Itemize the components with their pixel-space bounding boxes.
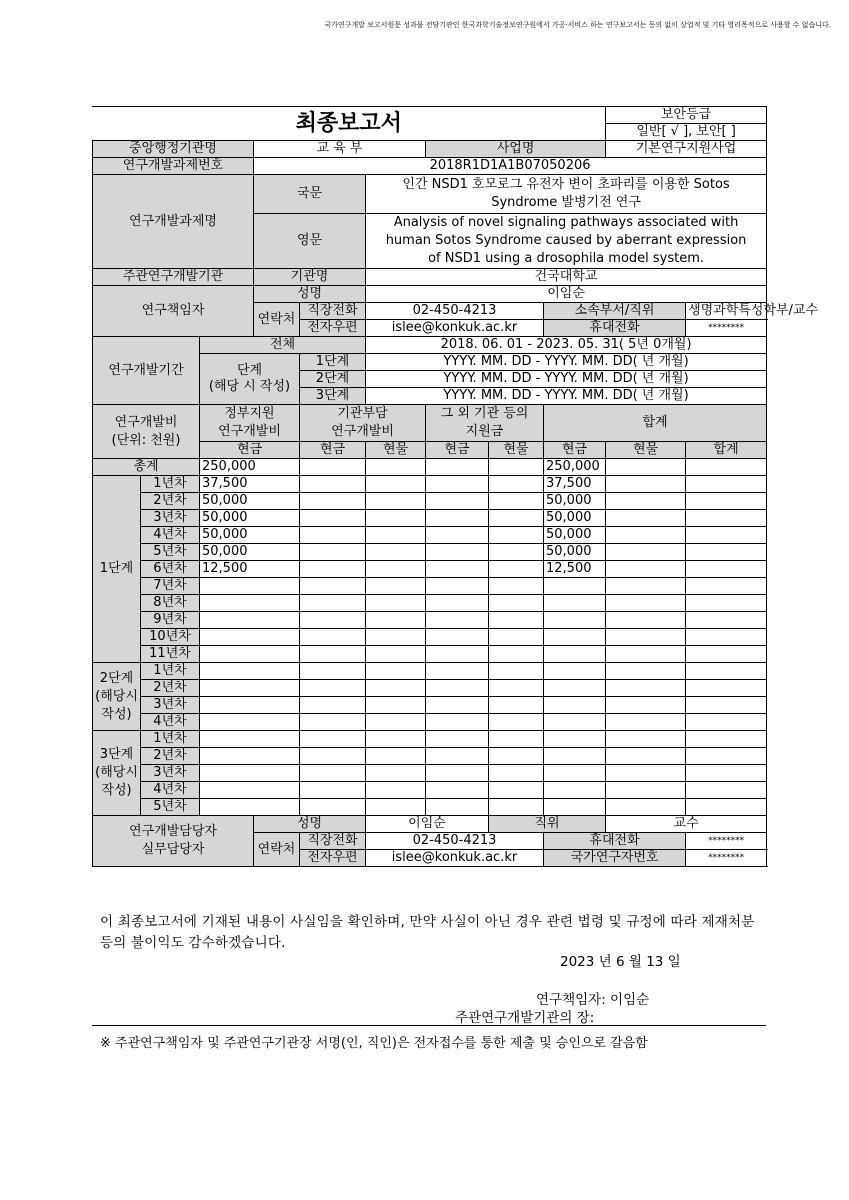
- budget-year-label: 2년차: [141, 748, 200, 765]
- budget-gov-cash-value: [200, 595, 300, 612]
- budget-cell: [426, 714, 489, 731]
- budget-cell: [686, 629, 767, 646]
- budget-cell: [606, 680, 686, 697]
- budget-cell: [426, 527, 489, 544]
- budget-cell: [686, 561, 767, 578]
- budget-cell: [544, 765, 606, 782]
- budget-cell: [606, 612, 686, 629]
- budget-cell: [544, 663, 606, 680]
- budget-cell: [300, 646, 366, 663]
- budget-sum-kind: 현물: [606, 442, 686, 459]
- budget-cell: [489, 493, 544, 510]
- budget-sum-cash-value: 37,500: [544, 476, 606, 493]
- budget-cell: [200, 680, 300, 697]
- budget-cell: [489, 765, 544, 782]
- budget-cell: [686, 510, 767, 527]
- budget-cell: [606, 731, 686, 748]
- budget-cell: [366, 731, 426, 748]
- budget-cell: [300, 527, 366, 544]
- institution-label: 주관연구개발기관: [93, 269, 254, 286]
- pi-label: 연구책임자: [93, 286, 254, 337]
- budget-cell: [366, 578, 426, 595]
- budget-cell: [686, 646, 767, 663]
- staff-position: 교수: [606, 816, 767, 833]
- budget-cell: [489, 629, 544, 646]
- agency-label: 중앙행정기관명: [93, 141, 254, 158]
- institution-head-signature: 주관연구개발기관의 장:: [455, 1010, 595, 1026]
- budget-cell: [686, 714, 767, 731]
- budget-cell: [300, 663, 366, 680]
- budget-cell: [366, 680, 426, 697]
- budget-gov-cash-value: 50,000: [200, 493, 300, 510]
- staff-mobile: ********: [686, 833, 767, 850]
- pi-office-phone: 02-450-4213: [366, 303, 544, 320]
- budget-cell: [200, 714, 300, 731]
- budget-cell: [544, 799, 606, 816]
- budget-cell: [686, 765, 767, 782]
- budget-cell: [300, 765, 366, 782]
- budget-inst-cash: 현금: [300, 442, 366, 459]
- budget-year-label: 1년차: [141, 476, 200, 493]
- budget-cell: [200, 731, 300, 748]
- budget-other-header: 그 외 기관 등의 지원금: [426, 405, 544, 442]
- budget-year-label: 2년차: [141, 493, 200, 510]
- budget-sum-cash-value: [544, 646, 606, 663]
- budget-cell: [606, 544, 686, 561]
- budget-cell: [686, 680, 767, 697]
- budget-cell: [300, 748, 366, 765]
- period-stage3-label: 3단계: [300, 388, 366, 405]
- pi-mobile: ********: [686, 320, 767, 337]
- budget-sum-cash-value: [544, 629, 606, 646]
- budget-cell: [686, 663, 767, 680]
- budget-cell: [489, 510, 544, 527]
- budget-cell: [544, 782, 606, 799]
- budget-cell: [366, 544, 426, 561]
- budget-cell: [200, 663, 300, 680]
- budget-cell: [426, 680, 489, 697]
- staff-mobile-label: 휴대전화: [544, 833, 686, 850]
- project-no-label: 연구개발과제번호: [93, 158, 254, 175]
- budget-cell: [426, 612, 489, 629]
- budget-cell: [300, 612, 366, 629]
- budget-year-label: 3년차: [141, 697, 200, 714]
- budget-cell: [366, 663, 426, 680]
- budget-cell: [300, 493, 366, 510]
- budget-cell: [489, 578, 544, 595]
- program-value: 기본연구지원사업: [606, 141, 767, 158]
- budget-year-label: 4년차: [141, 714, 200, 731]
- period-total: 2018. 06. 01 - 2023. 05. 31( 5년 0개월): [366, 337, 767, 354]
- budget-year-label: 11년차: [141, 646, 200, 663]
- budget-gov-cash-value: 12,500: [200, 561, 300, 578]
- budget-cell: [366, 629, 426, 646]
- period-stage-label: 단계 (해당 시 작성): [200, 354, 300, 405]
- budget-year-label: 9년차: [141, 612, 200, 629]
- budget-cell: [686, 544, 767, 561]
- budget-year-label: 4년차: [141, 782, 200, 799]
- budget-cell: [300, 544, 366, 561]
- budget-cell: [200, 765, 300, 782]
- budget-year-label: 7년차: [141, 578, 200, 595]
- budget-cell: [544, 748, 606, 765]
- budget-cell: [366, 765, 426, 782]
- period-stage2: YYYY. MM. DD - YYYY. MM. DD( 년 개월): [366, 371, 767, 388]
- budget-cell: [300, 697, 366, 714]
- program-label: 사업명: [426, 141, 606, 158]
- budget-sum-cash: 현금: [544, 442, 606, 459]
- budget-cell: [200, 782, 300, 799]
- budget-cell: [366, 646, 426, 663]
- budget-cell: [426, 493, 489, 510]
- budget-cell: [606, 493, 686, 510]
- security-value: 일반[ √ ], 보안[ ]: [606, 124, 767, 141]
- budget-cell: [426, 748, 489, 765]
- budget-cell: [606, 646, 686, 663]
- budget-stage3-label: 3단계 (해당시 작성): [93, 731, 141, 816]
- budget-cell: [686, 799, 767, 816]
- document-title: 최종보고서: [93, 107, 606, 141]
- budget-cell: [426, 629, 489, 646]
- budget-cell: [366, 782, 426, 799]
- project-name-kr-label: 국문: [254, 175, 366, 214]
- budget-sum-cash-value: 12,500: [544, 561, 606, 578]
- budget-cell: [489, 544, 544, 561]
- budget-cell: [489, 782, 544, 799]
- budget-year-label: 4년차: [141, 527, 200, 544]
- budget-cell: [606, 765, 686, 782]
- budget-cell: [300, 561, 366, 578]
- budget-year-label: 8년차: [141, 595, 200, 612]
- pi-email-label: 전자우편: [300, 320, 366, 337]
- pi-signature: 연구책임자: 이임순: [536, 992, 650, 1008]
- budget-cell: [606, 714, 686, 731]
- staff-position-label: 직위: [489, 816, 606, 833]
- budget-cell: [366, 527, 426, 544]
- budget-year-label: 6년차: [141, 561, 200, 578]
- pi-email: islee@konkuk.ac.kr: [366, 320, 544, 337]
- budget-cell: [544, 731, 606, 748]
- budget-label: 연구개발비 (단위: 천원): [93, 405, 200, 459]
- budget-cell: [300, 782, 366, 799]
- budget-cell: [300, 510, 366, 527]
- report-date: 2023 년 6 월 13 일: [560, 954, 681, 970]
- budget-cell: [426, 799, 489, 816]
- budget-total-label: 총계: [93, 459, 200, 476]
- budget-cell: [606, 527, 686, 544]
- period-stage1-label: 1단계: [300, 354, 366, 371]
- budget-cell: [606, 510, 686, 527]
- staff-office-label: 직장전화: [300, 833, 366, 850]
- budget-cell: [366, 748, 426, 765]
- staff-researcher-no-label: 국가연구자번호: [544, 850, 686, 867]
- budget-sum-total: 합계: [686, 442, 767, 459]
- budget-cell: [200, 697, 300, 714]
- budget-sum-cash-value: [544, 612, 606, 629]
- budget-cell: [366, 697, 426, 714]
- divider: [92, 1025, 766, 1026]
- budget-cell: [300, 629, 366, 646]
- budget-cell: [606, 748, 686, 765]
- budget-cell: [489, 612, 544, 629]
- budget-stage2-label: 2단계 (해당시 작성): [93, 663, 141, 731]
- budget-cell: [489, 595, 544, 612]
- budget-cell: [606, 697, 686, 714]
- budget-cell: [606, 578, 686, 595]
- budget-cell: [606, 561, 686, 578]
- security-label: 보안등급: [606, 107, 767, 124]
- budget-cell: [300, 731, 366, 748]
- institution-name-label: 기관명: [254, 269, 366, 286]
- budget-sum-cash-value: 50,000: [544, 493, 606, 510]
- budget-cell: [606, 476, 686, 493]
- budget-gov-header: 정부지원 연구개발비: [200, 405, 300, 442]
- pi-name-label: 성명: [254, 286, 366, 303]
- budget-cell: [489, 476, 544, 493]
- budget-cell: [686, 612, 767, 629]
- budget-year-label: 5년차: [141, 544, 200, 561]
- budget-cell: [426, 476, 489, 493]
- budget-total-gov-cash: 250,000: [200, 459, 300, 476]
- budget-cell: [300, 476, 366, 493]
- project-name-en: Analysis of novel signaling pathways associated with human Sotos Syndrome caused by aberrant expression of NSD1 using a drosophila model system.: [366, 214, 767, 269]
- budget-year-label: 1년차: [141, 663, 200, 680]
- budget-cell: [426, 765, 489, 782]
- budget-cell: [366, 510, 426, 527]
- staff-researcher-no: ********: [686, 850, 767, 867]
- budget-cell: [366, 561, 426, 578]
- budget-cell: [300, 799, 366, 816]
- budget-sum-cash-value: [544, 578, 606, 595]
- budget-cell: [489, 663, 544, 680]
- budget-cell: [489, 748, 544, 765]
- budget-cell: [366, 799, 426, 816]
- budget-cell: [489, 680, 544, 697]
- pi-name: 이임순: [366, 286, 767, 303]
- budget-cell: [489, 697, 544, 714]
- staff-office-phone: 02-450-4213: [366, 833, 544, 850]
- usage-notice: 국가연구개발 보고서원문 성과물 전담기관인 한국과학기술정보연구원에서 가공·서비스 하는 연구보고서는 동의 없이 상업적 및 기타 영리목적으로 사용할 수 없습니다.: [324, 21, 831, 29]
- budget-sum-cash-value: 50,000: [544, 510, 606, 527]
- budget-cell: [426, 646, 489, 663]
- budget-gov-cash-value: [200, 646, 300, 663]
- period-label: 연구개발기간: [93, 337, 200, 405]
- budget-cell: [366, 612, 426, 629]
- budget-cell: [686, 476, 767, 493]
- budget-cell: [686, 527, 767, 544]
- pi-contact-label: 연락처: [254, 303, 300, 337]
- budget-stage1-label: 1단계: [93, 476, 141, 663]
- budget-cell: [426, 561, 489, 578]
- staff-contact-label: 연락처: [254, 833, 300, 867]
- budget-cell: [426, 697, 489, 714]
- pi-dept-label: 소속부서/직위: [544, 303, 686, 320]
- period-stage3: YYYY. MM. DD - YYYY. MM. DD( 년 개월): [366, 388, 767, 405]
- budget-cell: [686, 595, 767, 612]
- budget-other-cash: 현금: [426, 442, 489, 459]
- pi-office-label: 직장전화: [300, 303, 366, 320]
- staff-email-label: 전자우편: [300, 850, 366, 867]
- budget-cell: [366, 476, 426, 493]
- budget-year-label: 3년차: [141, 510, 200, 527]
- budget-cell: [544, 680, 606, 697]
- budget-cell: [489, 646, 544, 663]
- footnote: ※ 주관연구책임자 및 주관연구기관장 서명(인, 직인)은 전자접수를 통한 제출 및 승인으로 갈음함: [100, 1036, 648, 1051]
- budget-cell: [489, 799, 544, 816]
- budget-cell: [489, 714, 544, 731]
- budget-year-label: 3년차: [141, 765, 200, 782]
- budget-cell: [686, 493, 767, 510]
- project-name-en-label: 영문: [254, 214, 366, 269]
- budget-gov-cash-value: [200, 629, 300, 646]
- pi-dept: 생명과학특성학부/교수: [686, 303, 767, 320]
- budget-cell: [300, 578, 366, 595]
- staff-email: islee@konkuk.ac.kr: [366, 850, 544, 867]
- budget-cell: [426, 595, 489, 612]
- budget-cell: [544, 697, 606, 714]
- staff-name: 이임순: [366, 816, 489, 833]
- budget-gov-cash-value: [200, 578, 300, 595]
- budget-gov-cash-value: 50,000: [200, 510, 300, 527]
- budget-sum-cash-value: [544, 595, 606, 612]
- pi-mobile-label: 휴대전화: [544, 320, 686, 337]
- budget-total-sum-cash: 250,000: [544, 459, 606, 476]
- budget-cell: [300, 714, 366, 731]
- budget-cell: [686, 697, 767, 714]
- budget-sum-cash-value: 50,000: [544, 527, 606, 544]
- budget-cell: [366, 493, 426, 510]
- budget-cell: [606, 799, 686, 816]
- budget-inst-header: 기관부담 연구개발비: [300, 405, 426, 442]
- project-no-value: 2018R1D1A1B07050206: [254, 158, 767, 175]
- budget-cell: [426, 663, 489, 680]
- staff-name-label: 성명: [254, 816, 366, 833]
- budget-gov-cash-value: 50,000: [200, 527, 300, 544]
- budget-cell: [686, 578, 767, 595]
- project-name-kr: 인간 NSD1 호모로그 유전자 변이 초파리를 이용한 Sotos Syndrome 발병기전 연구: [366, 175, 767, 214]
- period-total-label: 전체: [200, 337, 366, 354]
- budget-cell: [426, 782, 489, 799]
- budget-cell: [686, 782, 767, 799]
- budget-cell: [489, 561, 544, 578]
- project-name-label: 연구개발과제명: [93, 175, 254, 269]
- budget-year-label: 2년차: [141, 680, 200, 697]
- budget-cell: [426, 544, 489, 561]
- budget-gov-cash-value: 37,500: [200, 476, 300, 493]
- period-stage2-label: 2단계: [300, 371, 366, 388]
- report-form: [92, 106, 819, 867]
- budget-cell: [426, 510, 489, 527]
- institution-name: 건국대학교: [366, 269, 767, 286]
- budget-other-kind: 현물: [489, 442, 544, 459]
- budget-cell: [606, 782, 686, 799]
- budget-year-label: 5년차: [141, 799, 200, 816]
- staff-label: 연구개발담당자 실무담당자: [93, 816, 254, 867]
- period-stage1: YYYY. MM. DD - YYYY. MM. DD( 년 개월): [366, 354, 767, 371]
- budget-cell: [606, 629, 686, 646]
- budget-cell: [606, 595, 686, 612]
- budget-sum-cash-value: 50,000: [544, 544, 606, 561]
- budget-cell: [544, 714, 606, 731]
- budget-cell: [489, 731, 544, 748]
- budget-cell: [686, 731, 767, 748]
- budget-cell: [489, 527, 544, 544]
- budget-year-label: 1년차: [141, 731, 200, 748]
- budget-cell: [606, 663, 686, 680]
- confirmation-statement: 이 최종보고서에 기재된 내용이 사실임을 확인하며, 만약 사실이 아닌 경우 관련 법령 및 규정에 따라 제재처분 등의 불이익도 감수하겠습니다.: [100, 914, 755, 951]
- budget-cell: [200, 748, 300, 765]
- budget-cell: [300, 680, 366, 697]
- budget-cell: [426, 731, 489, 748]
- budget-gov-cash-value: [200, 612, 300, 629]
- budget-year-label: 10년차: [141, 629, 200, 646]
- budget-gov-cash-value: 50,000: [200, 544, 300, 561]
- budget-cell: [300, 595, 366, 612]
- budget-cell: [686, 748, 767, 765]
- budget-cell: [200, 799, 300, 816]
- budget-cell: [366, 714, 426, 731]
- budget-cell: [426, 578, 489, 595]
- agency-value: 교 육 부: [254, 141, 426, 158]
- budget-sum-header: 합계: [544, 405, 767, 442]
- budget-gov-cash: 현금: [200, 442, 300, 459]
- budget-inst-kind: 현물: [366, 442, 426, 459]
- budget-cell: [366, 595, 426, 612]
